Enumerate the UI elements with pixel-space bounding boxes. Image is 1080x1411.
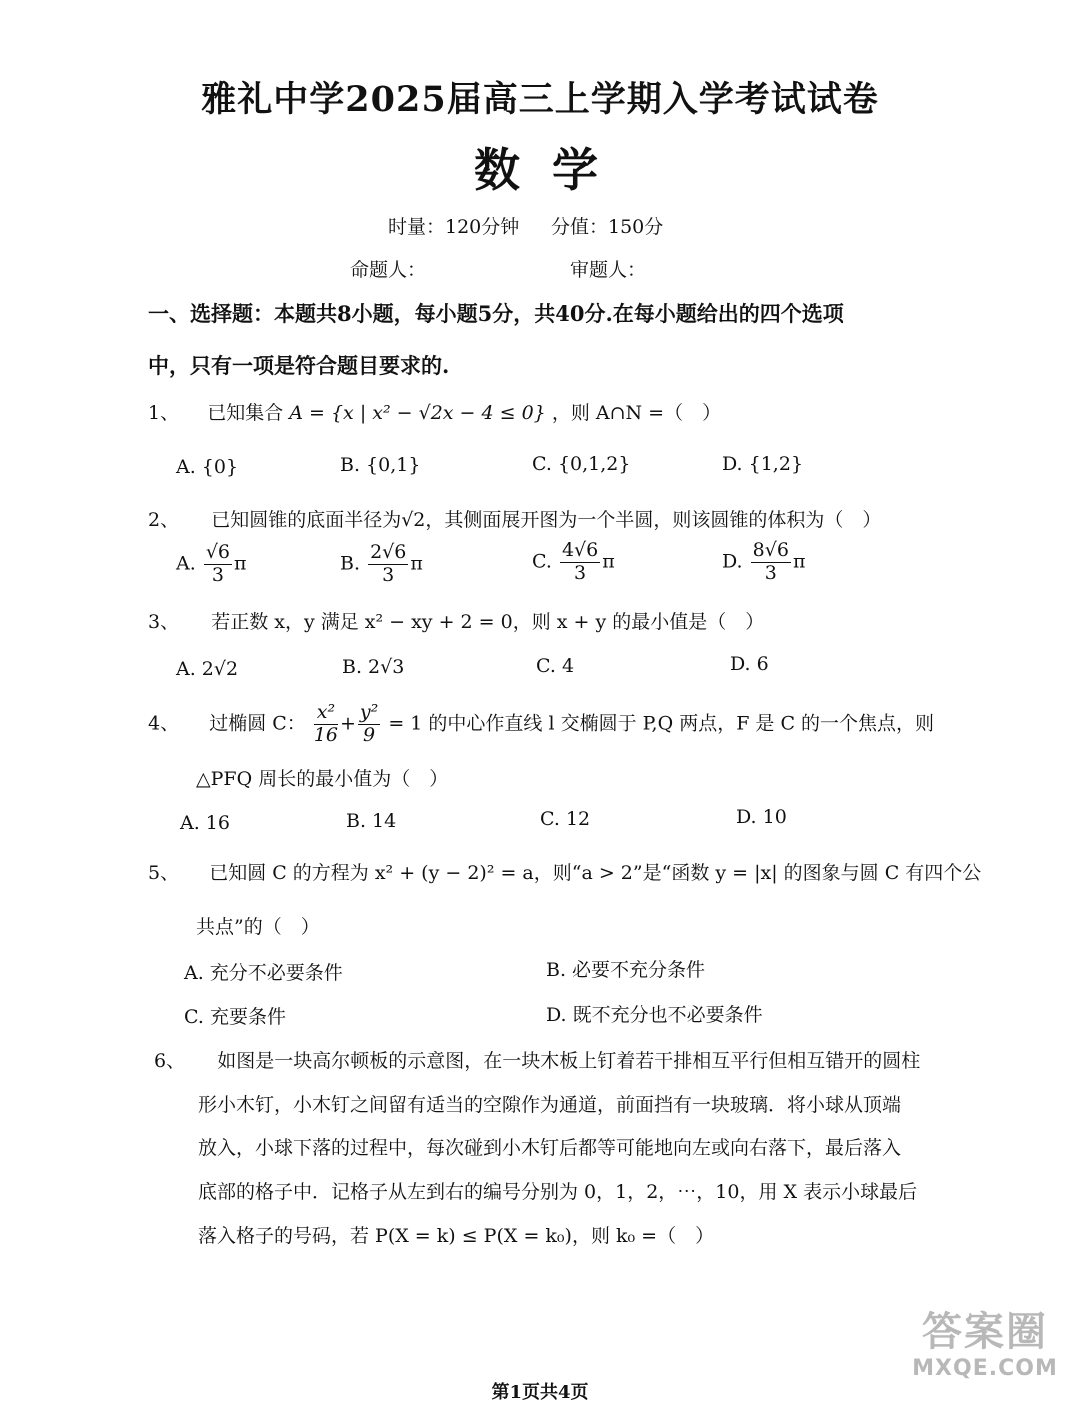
q2-option-d bbox=[722, 540, 805, 585]
exam-title: 雅礼中学2025届高三上学期入学考试试卷 bbox=[201, 79, 879, 120]
question-2-number: 2、 bbox=[148, 509, 180, 531]
question-1-number: 1、 bbox=[148, 402, 180, 424]
reviewer-label: 审题人： bbox=[570, 259, 647, 281]
question-4-number: 4、 bbox=[148, 712, 180, 735]
q5-option-a: A. 充分不必要条件 bbox=[184, 962, 343, 984]
q2-option-d-denominator: 3 bbox=[764, 561, 777, 584]
q4-option-a: A. 16 bbox=[180, 812, 230, 834]
q2-option-a-pi: π bbox=[234, 552, 247, 575]
q4-fraction-x bbox=[314, 702, 338, 747]
question-1-set-expr: A = {x | x² − √2x − 4 ≤ 0} bbox=[289, 402, 546, 424]
question-4-stem-a: 过椭圆 C： bbox=[209, 712, 306, 735]
question-4-line2: △PFQ 周长的最小值为（ ） bbox=[196, 768, 449, 790]
q2-option-b-pi: π bbox=[410, 552, 423, 575]
q4-fraction-y-numerator: y² bbox=[359, 701, 379, 723]
question-5-line2: 共点”的（ ） bbox=[196, 916, 320, 938]
author-label: 命题人： bbox=[350, 259, 427, 281]
q3-option-b: B. 2√3 bbox=[342, 656, 405, 678]
q2-option-d-pi: π bbox=[792, 550, 806, 573]
q2-option-d-numerator: 8√6 bbox=[752, 539, 789, 561]
question-6 bbox=[154, 1046, 920, 1073]
question-5 bbox=[148, 858, 981, 885]
time-info: 时量：120分钟 bbox=[388, 216, 520, 238]
q4-option-d: D. 10 bbox=[736, 806, 787, 828]
question-2-stem: 已知圆锥的底面半径为√2，其侧面展开图为一个半圆，则该圆锥的体积为（ ） bbox=[211, 509, 882, 531]
q2-option-a-denominator: 3 bbox=[211, 563, 224, 586]
q4-plus: + bbox=[340, 712, 356, 735]
q2-option-a-fraction bbox=[204, 542, 232, 587]
q2-option-a bbox=[176, 542, 247, 587]
q2-option-d-letter: D. bbox=[722, 550, 743, 573]
question-5-stem-a: 已知圆 C 的方程为 x² + (y − 2)² = a，则“a > 2”是“函数 y = |x| 的图象与圆 C 有四个公 bbox=[209, 862, 982, 884]
watermark-text-top: 答案圈 bbox=[922, 1309, 1048, 1355]
q5-option-b: B. 必要不充分条件 bbox=[546, 959, 706, 981]
question-1-stem-b: ，则 A∩N =（ ） bbox=[551, 402, 722, 424]
q1-option-b: B. {0,1} bbox=[340, 454, 421, 476]
question-6-line-3: 放入，小球下落的过程中，每次碰到小木钉后都等可能地向左或向右落下，最后落入 bbox=[198, 1137, 902, 1159]
q2-option-c-numerator: 4√6 bbox=[561, 539, 599, 561]
q3-option-d: D. 6 bbox=[730, 653, 769, 675]
q2-option-b-fraction bbox=[368, 542, 408, 587]
question-1-stem-a: 已知集合 bbox=[207, 402, 284, 424]
q2-option-b bbox=[340, 542, 423, 587]
question-2 bbox=[148, 505, 881, 532]
q4-fraction-y-denominator: 9 bbox=[363, 723, 376, 746]
q4-fraction-x-denominator: 16 bbox=[313, 723, 338, 746]
watermark-text-bottom: MXQE.COM bbox=[912, 1356, 1058, 1381]
q1-option-c: C. {0,1,2} bbox=[532, 453, 631, 475]
subject-title: 数 学 bbox=[473, 143, 606, 197]
q1-option-a: A. {0} bbox=[176, 456, 239, 478]
question-5-number: 5、 bbox=[148, 862, 180, 884]
q3-option-a: A. 2√2 bbox=[176, 658, 239, 680]
q2-option-a-letter: A. bbox=[176, 552, 196, 575]
section1-heading-line1: 一、选择题：本题共8小题，每小题5分，共40分.在每小题给出的四个选项 bbox=[148, 301, 844, 326]
question-6-line-5: 落入格子的号码，若 P(X = k) ≤ P(X = k₀)，则 k₀ =（ ） bbox=[198, 1225, 715, 1247]
q2-option-b-numerator: 2√6 bbox=[370, 541, 407, 563]
q2-option-b-denominator: 3 bbox=[382, 563, 395, 586]
q2-option-a-numerator: √6 bbox=[205, 541, 231, 563]
question-3-stem: 若正数 x，y 满足 x² − xy + 2 = 0，则 x + y 的最小值是（ ） bbox=[211, 611, 765, 633]
q4-fraction-y bbox=[358, 702, 380, 747]
q2-option-d-fraction bbox=[751, 540, 791, 585]
question-6-line-4: 底部的格子中．记格子从左到右的编号分别为 0，1，2，⋯，10，用 X 表示小球最后 bbox=[198, 1181, 918, 1203]
q2-option-c-letter: C. bbox=[532, 550, 552, 573]
question-3 bbox=[148, 607, 764, 634]
watermark-logo bbox=[900, 1308, 1070, 1382]
question-3-number: 3、 bbox=[148, 611, 180, 633]
page-number: 第1页共4页 bbox=[491, 1382, 589, 1403]
q2-option-b-letter: B. bbox=[340, 552, 361, 575]
q4-option-c: C. 12 bbox=[540, 808, 591, 830]
q2-option-c-denominator: 3 bbox=[574, 561, 587, 584]
question-1 bbox=[148, 398, 721, 425]
q4-option-b: B. 14 bbox=[346, 810, 397, 832]
q5-option-d: D. 既不充分也不必要条件 bbox=[546, 1004, 763, 1026]
question-6-line-2: 形小木钉，小木钉之间留有适当的空隙作为通道，前面挡有一块玻璃．将小球从顶端 bbox=[198, 1094, 902, 1116]
q2-option-c bbox=[532, 540, 615, 585]
q4-fraction-x-numerator: x² bbox=[314, 702, 338, 725]
q1-option-d: D. {1,2} bbox=[722, 453, 804, 475]
question-6-number: 6、 bbox=[154, 1050, 186, 1072]
section1-heading-line2: 中，只有一项是符合题目要求的. bbox=[148, 353, 450, 378]
question-4-stem-b: = 1 的中心作直线 l 交椭圆于 P,Q 两点，F 是 C 的一个焦点，则 bbox=[388, 712, 935, 735]
q3-option-c: C. 4 bbox=[536, 655, 575, 677]
q2-option-c-pi: π bbox=[602, 550, 615, 573]
question-4 bbox=[148, 702, 934, 747]
question-6-line-1: 如图是一块高尔顿板的示意图，在一块木板上钉着若干排相互平行但相互错开的圆柱 bbox=[217, 1050, 921, 1072]
score-info: 分值：150分 bbox=[551, 216, 664, 238]
q2-option-c-fraction bbox=[560, 540, 600, 585]
q5-option-c: C. 充要条件 bbox=[184, 1006, 286, 1028]
